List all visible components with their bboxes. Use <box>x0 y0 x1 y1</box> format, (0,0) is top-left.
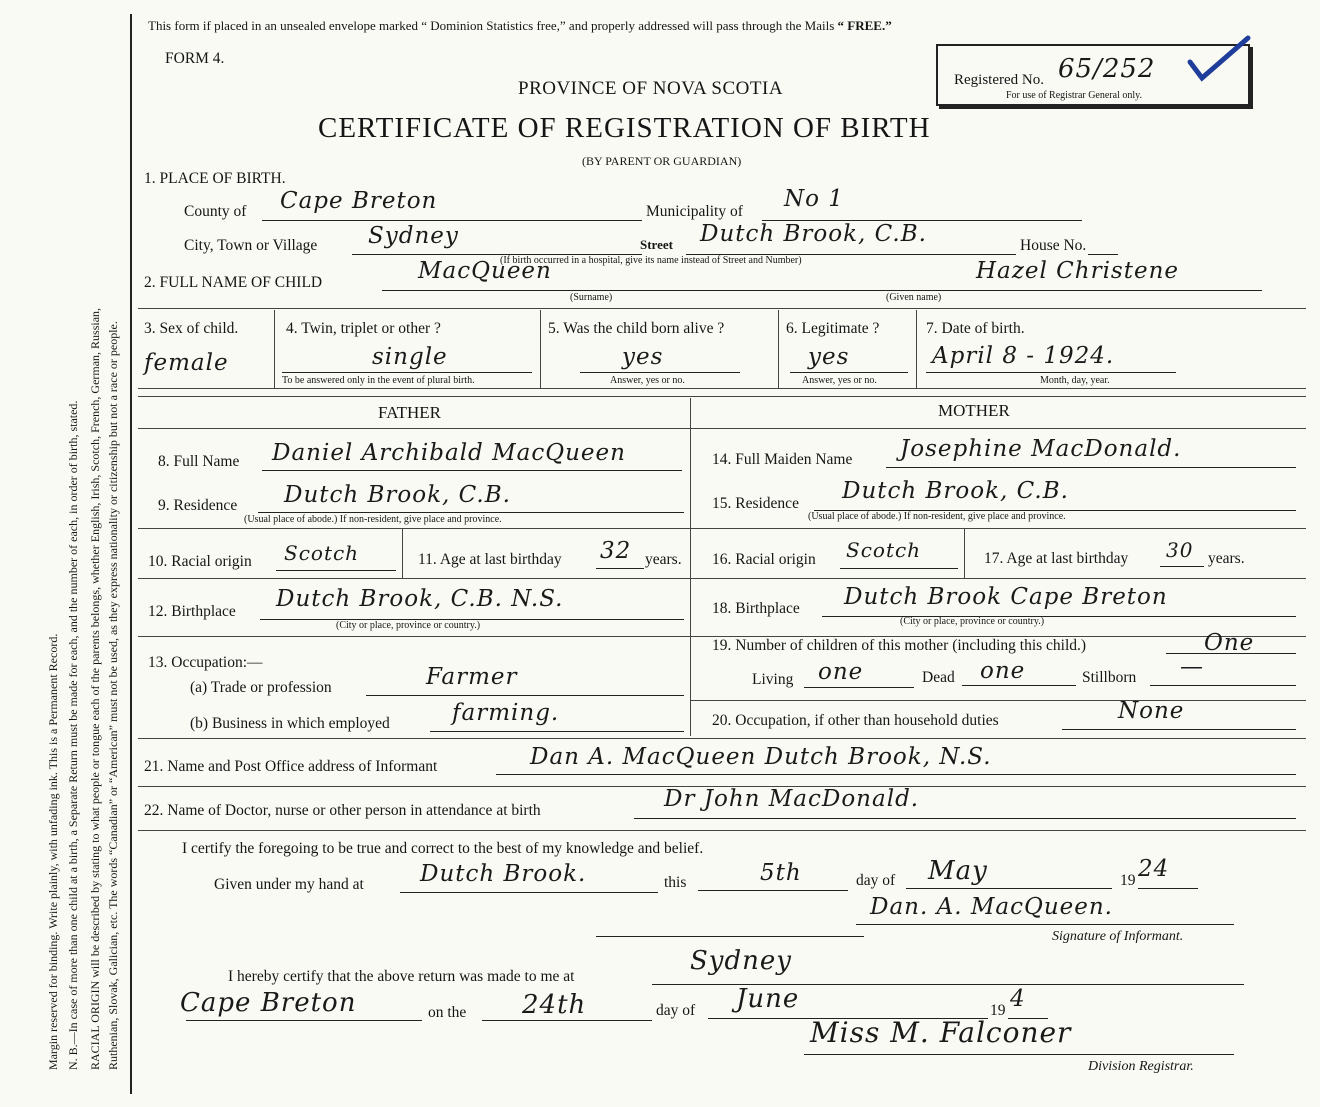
registrar-month-value: June <box>736 984 800 1014</box>
registrar-place2-value: Cape Breton <box>180 988 357 1018</box>
doctor-label: 22. Name of Doctor, nurse or other person in attendance at birth <box>144 802 541 819</box>
certify-day-value: 5th <box>760 860 802 886</box>
stillborn-value: — <box>1180 654 1204 680</box>
living-value: one <box>818 659 864 685</box>
city-label: City, Town or Village <box>184 237 318 254</box>
alive-value: yes <box>622 344 664 370</box>
father-business-label: (b) Business in which employed <box>190 715 390 732</box>
father-name-value: Daniel Archibald MacQueen <box>272 440 626 466</box>
informant-label: 21. Name and Post Office address of Informant <box>144 758 438 775</box>
father-res-label: 9. Residence <box>158 497 238 514</box>
margin-note-binding: Margin reserved for binding. Write plainly, with unfading ink. This is a Permanent Record. <box>46 633 60 1070</box>
registrar-text: I hereby certify that the above return was made to me at <box>228 968 575 985</box>
registered-number: 65/252 <box>1058 54 1156 84</box>
father-race-value: Scotch <box>284 541 360 565</box>
margin-note-racial-1: RACIAL ORIGIN will be described by stating to what people or tongue each of the parents belongs, whether English, Irish, Scotch, French, German, Russian, <box>88 307 102 1070</box>
living-label: Living <box>752 671 794 688</box>
county-label: County of <box>184 203 247 220</box>
dob-value: April 8 - 1924. <box>932 343 1115 369</box>
sex-label: 3. Sex of child. <box>144 320 239 337</box>
check-mark-icon <box>1180 34 1260 84</box>
registrar-signature: Miss M. Falconer <box>810 1016 1072 1049</box>
mother-age-value: 30 <box>1166 538 1194 562</box>
city-value: Sydney <box>368 223 459 249</box>
child-name-label: 2. FULL NAME OF CHILD <box>144 274 323 291</box>
mother-occ-label: 20. Occupation, if other than household duties <box>712 712 999 729</box>
informant-value: Dan A. MacQueen Dutch Brook, N.S. <box>530 744 992 770</box>
informant-signature-caption: Signature of Informant. <box>1052 929 1184 944</box>
street-value: Dutch Brook, C.B. <box>700 221 927 247</box>
mother-res-note: (Usual place of abode.) If non-resident, give place and province. <box>808 511 1066 522</box>
registered-label: Registered No. <box>954 72 1044 88</box>
certify-year-value: 24 <box>1138 856 1170 882</box>
father-res-note: (Usual place of abode.) If non-resident, give place and province. <box>244 514 502 525</box>
margin-note-nb: N. B.—In case of more than one child at a birth, a Separate Return must be made for each, and the number of each, in order of birth, stated. <box>66 400 80 1070</box>
mother-name-value: Josephine MacDonald. <box>900 436 1182 462</box>
registered-note: For use of Registrar General only. <box>1006 90 1142 101</box>
father-bp-label: 12. Birthplace <box>148 603 236 620</box>
house-no-label: House No. <box>1020 237 1087 254</box>
dead-value: one <box>980 658 1026 684</box>
mother-children-value: One <box>1204 630 1255 656</box>
registrar-on-the-label: on the <box>428 1004 467 1021</box>
certify-text: I certify the foregoing to be true and correct to the best of my knowledge and belief. <box>182 840 704 857</box>
dob-label: 7. Date of birth. <box>926 320 1025 337</box>
margin-note-racial-2: Ruthenian, Slovak, Galician, etc. The words “Canadian” or “American” must not be used, as they express nationality or citizenship but not a race or people. <box>106 321 120 1070</box>
sex-value: female <box>144 350 229 376</box>
father-bp-note: (City or place, province or country.) <box>336 620 481 631</box>
dob-note: Month, day, year. <box>1040 375 1110 386</box>
father-bp-value: Dutch Brook, C.B. N.S. <box>276 586 564 612</box>
page-title: CERTIFICATE OF REGISTRATION OF BIRTH <box>318 112 931 144</box>
twin-label: 4. Twin, triplet or other ? <box>286 320 441 337</box>
twin-value: single <box>372 344 448 370</box>
certify-year-prefix: 19 <box>1120 872 1136 889</box>
registrar-day-of-label: day of <box>656 1002 696 1019</box>
registrar-year-value: 4 <box>1010 986 1026 1012</box>
certify-month-value: May <box>928 856 988 886</box>
surname-caption: (Surname) <box>570 292 613 303</box>
mother-bp-value: Dutch Brook Cape Breton <box>844 584 1168 610</box>
mother-bp-note: (City or place, province or country.) <box>900 616 1045 627</box>
mother-name-label: 14. Full Maiden Name <box>712 451 853 468</box>
mother-age-label: 17. Age at last birthday <box>984 550 1129 567</box>
mother-children-label: 19. Number of children of this mother (including this child.) <box>712 637 1087 654</box>
child-surname-value: MacQueen <box>418 258 552 284</box>
certify-place-value: Dutch Brook. <box>420 861 587 887</box>
registrar-year-prefix: 19 <box>990 1002 1006 1019</box>
mother-bp-label: 18. Birthplace <box>712 600 800 617</box>
father-race-label: 10. Racial origin <box>148 553 252 570</box>
legitimate-value: yes <box>808 344 850 370</box>
street-label: Street <box>640 237 673 252</box>
mother-years-label: years. <box>1208 550 1245 567</box>
child-given-value: Hazel Christene <box>976 258 1180 284</box>
registrar-day-value: 24th <box>522 990 587 1020</box>
mail-notice: This form if placed in an unsealed envelope marked “ Dominion Statistics free,” and properly addressed will pass through the Mails “ FREE.” <box>148 18 892 33</box>
mother-race-label: 16. Racial origin <box>712 551 816 568</box>
registrar-caption: Division Registrar. <box>1088 1059 1194 1074</box>
doctor-value: Dr John MacDonald. <box>664 786 920 812</box>
father-occ-label: 13. Occupation:— <box>148 654 263 671</box>
form-number: FORM 4. <box>165 50 225 67</box>
father-res-value: Dutch Brook, C.B. <box>284 482 511 508</box>
province-heading: PROVINCE OF NOVA SCOTIA <box>518 78 784 99</box>
dead-label: Dead <box>922 669 955 686</box>
alive-note: Answer, yes or no. <box>610 375 685 386</box>
hospital-note: (If birth occurred in a hospital, give its name instead of Street and Number) <box>500 255 802 266</box>
alive-label: 5. Was the child born alive ? <box>548 320 725 337</box>
certify-day-of-label: day of <box>856 872 896 889</box>
father-age-label: 11. Age at last birthday <box>418 551 562 568</box>
mother-occ-value: None <box>1118 698 1185 724</box>
father-trade-value: Farmer <box>426 664 518 690</box>
legitimate-note: Answer, yes or no. <box>802 375 877 386</box>
legitimate-label: 6. Legitimate ? <box>786 320 880 337</box>
informant-signature: Dan. A. MacQueen. <box>870 894 1113 920</box>
mother-heading: MOTHER <box>938 401 1010 420</box>
father-name-label: 8. Full Name <box>158 453 240 470</box>
registrar-place-value: Sydney <box>690 946 792 976</box>
father-heading: FATHER <box>378 403 441 422</box>
twin-note: To be answered only in the event of plural birth. <box>282 375 475 386</box>
father-trade-label: (a) Trade or profession <box>190 679 332 696</box>
county-value: Cape Breton <box>280 188 438 214</box>
father-age-value: 32 <box>600 538 632 564</box>
mother-res-value: Dutch Brook, C.B. <box>842 478 1069 504</box>
father-years-label: years. <box>645 551 682 568</box>
municipality-value: No 1 <box>784 186 844 212</box>
municipality-label: Municipality of <box>646 203 743 220</box>
certify-this-label: this <box>664 874 687 891</box>
given-caption: (Given name) <box>886 292 942 303</box>
mother-res-label: 15. Residence <box>712 495 799 512</box>
page-subtitle: (BY PARENT OR GUARDIAN) <box>582 154 742 168</box>
mother-race-value: Scotch <box>846 538 922 562</box>
father-business-value: farming. <box>452 700 560 726</box>
place-of-birth-heading: 1. PLACE OF BIRTH. <box>144 170 286 187</box>
stillborn-label: Stillborn <box>1082 669 1137 686</box>
given-under-label: Given under my hand at <box>214 876 364 893</box>
